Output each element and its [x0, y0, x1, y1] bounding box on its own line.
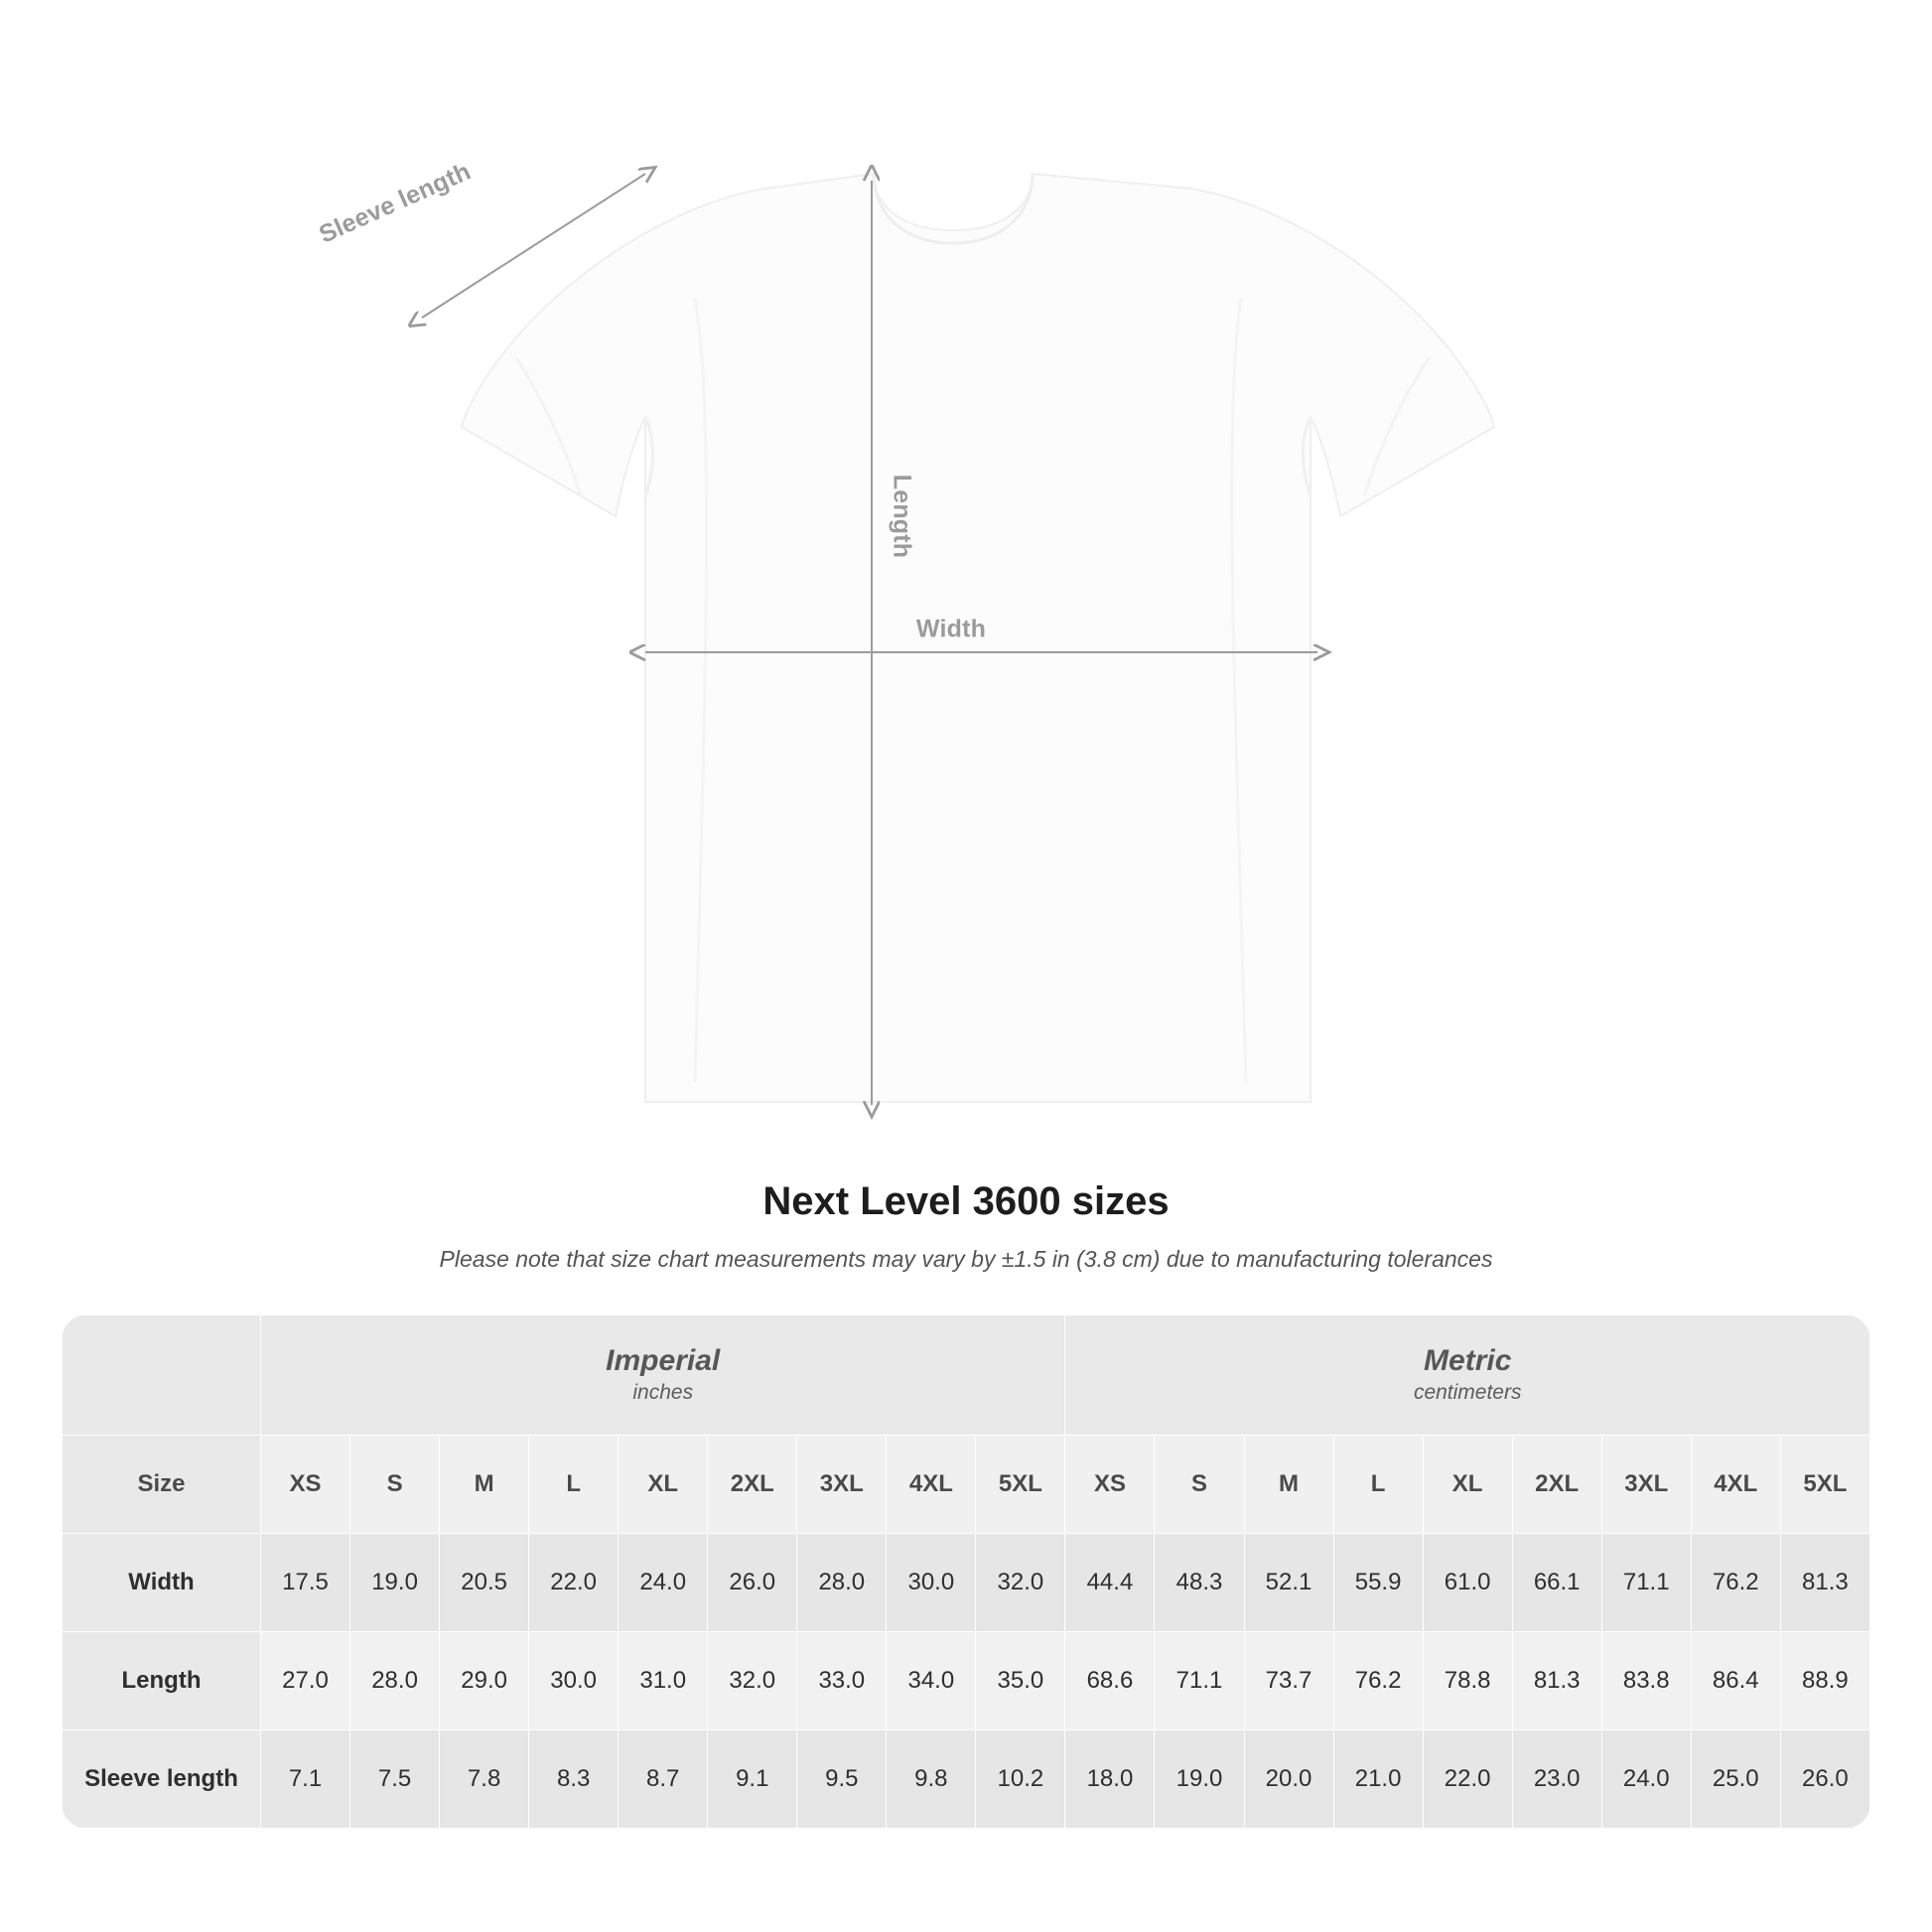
- size-header-cell: 5XL: [1780, 1436, 1869, 1534]
- size-header-cell: S: [1155, 1436, 1244, 1534]
- cell-length-metric: 78.8: [1423, 1632, 1512, 1730]
- cell-length-imperial: 29.0: [440, 1632, 529, 1730]
- metric-sub: centimeters: [1413, 1381, 1522, 1405]
- size-header-cell: 2XL: [708, 1436, 797, 1534]
- unit-header-blank: [63, 1315, 261, 1436]
- row-label-length: Length: [63, 1632, 261, 1730]
- cell-sleeve-metric: 22.0: [1423, 1730, 1512, 1829]
- cell-width-metric: 66.1: [1512, 1534, 1601, 1632]
- cell-length-imperial: 31.0: [619, 1632, 708, 1730]
- unit-header-imperial: [261, 1315, 1065, 1436]
- cell-sleeve-imperial: 7.8: [440, 1730, 529, 1829]
- cell-length-imperial: 30.0: [529, 1632, 619, 1730]
- cell-length-metric: 71.1: [1155, 1632, 1244, 1730]
- cell-width-imperial: 24.0: [619, 1534, 708, 1632]
- cell-sleeve-metric: 26.0: [1780, 1730, 1869, 1829]
- size-header-cell: XS: [1065, 1436, 1155, 1534]
- unit-header-metric: [1065, 1315, 1870, 1436]
- cell-length-metric: 76.2: [1333, 1632, 1423, 1730]
- size-header-cell: 3XL: [1601, 1436, 1691, 1534]
- table-row: [63, 1730, 1870, 1829]
- cell-length-metric: 86.4: [1691, 1632, 1780, 1730]
- size-header-cell: L: [1333, 1436, 1423, 1534]
- cell-sleeve-metric: 18.0: [1065, 1730, 1155, 1829]
- size-header-cell: 4XL: [1691, 1436, 1780, 1534]
- cell-width-imperial: 30.0: [887, 1534, 976, 1632]
- size-table: [62, 1314, 1870, 1829]
- metric-name: Metric: [1424, 1344, 1512, 1378]
- cell-sleeve-metric: 19.0: [1155, 1730, 1244, 1829]
- cell-length-imperial: 27.0: [261, 1632, 350, 1730]
- imperial-sub: inches: [632, 1381, 694, 1405]
- size-header-cell: XS: [261, 1436, 350, 1534]
- cell-sleeve-metric: 20.0: [1244, 1730, 1333, 1829]
- size-header-cell: 3XL: [797, 1436, 887, 1534]
- cell-length-metric: 83.8: [1601, 1632, 1691, 1730]
- cell-width-imperial: 17.5: [261, 1534, 350, 1632]
- cell-sleeve-imperial: 8.3: [529, 1730, 619, 1829]
- cell-length-imperial: 28.0: [350, 1632, 440, 1730]
- cell-width-metric: 81.3: [1780, 1534, 1869, 1632]
- cell-width-imperial: 19.0: [350, 1534, 440, 1632]
- cell-sleeve-imperial: 10.2: [976, 1730, 1065, 1829]
- size-header-cell: 5XL: [976, 1436, 1065, 1534]
- cell-length-imperial: 35.0: [976, 1632, 1065, 1730]
- cell-length-metric: 73.7: [1244, 1632, 1333, 1730]
- size-header-cell: M: [1244, 1436, 1333, 1534]
- row-label-width: Width: [63, 1534, 261, 1632]
- size-header-cell: XL: [619, 1436, 708, 1534]
- size-header-label: Size: [63, 1436, 261, 1534]
- cell-width-imperial: 20.5: [440, 1534, 529, 1632]
- cell-sleeve-metric: 25.0: [1691, 1730, 1780, 1829]
- cell-width-imperial: 28.0: [797, 1534, 887, 1632]
- tolerance-note: Please note that size chart measurements may vary by ±1.5 in (3.8 cm) due to manufacturing tolerances: [439, 1246, 1493, 1272]
- cell-sleeve-metric: 21.0: [1333, 1730, 1423, 1829]
- size-table-wrapper: [62, 1314, 1870, 1829]
- cell-sleeve-metric: 24.0: [1601, 1730, 1691, 1829]
- cell-length-metric: 81.3: [1512, 1632, 1601, 1730]
- unit-header-row: [63, 1315, 1870, 1436]
- sleeve-length-label: Sleeve length: [315, 157, 476, 249]
- cell-width-metric: 52.1: [1244, 1534, 1333, 1632]
- size-header-cell: 4XL: [887, 1436, 976, 1534]
- cell-sleeve-imperial: 9.5: [797, 1730, 887, 1829]
- cell-width-metric: 48.3: [1155, 1534, 1244, 1632]
- width-label: Width: [915, 615, 987, 643]
- cell-width-imperial: 22.0: [529, 1534, 619, 1632]
- imperial-name: Imperial: [606, 1344, 721, 1378]
- length-label: Length: [888, 474, 916, 559]
- cell-sleeve-imperial: 9.1: [708, 1730, 797, 1829]
- size-header-cell: XL: [1423, 1436, 1512, 1534]
- cell-width-imperial: 26.0: [708, 1534, 797, 1632]
- cell-length-imperial: 33.0: [797, 1632, 887, 1730]
- cell-length-imperial: 32.0: [708, 1632, 797, 1730]
- cell-sleeve-imperial: 7.5: [350, 1730, 440, 1829]
- cell-width-metric: 61.0: [1423, 1534, 1512, 1632]
- cell-sleeve-metric: 23.0: [1512, 1730, 1601, 1829]
- size-header-cell: 2XL: [1512, 1436, 1601, 1534]
- cell-sleeve-imperial: 9.8: [887, 1730, 976, 1829]
- cell-width-metric: 55.9: [1333, 1534, 1423, 1632]
- cell-sleeve-imperial: 7.1: [261, 1730, 350, 1829]
- size-header-cell: M: [440, 1436, 529, 1534]
- cell-length-metric: 68.6: [1065, 1632, 1155, 1730]
- row-label-sleeve-length: Sleeve length: [63, 1730, 261, 1829]
- cell-width-metric: 44.4: [1065, 1534, 1155, 1632]
- size-header-row: [63, 1436, 1870, 1534]
- page-title: Next Level 3600 sizes: [762, 1179, 1170, 1223]
- size-header-cell: L: [529, 1436, 619, 1534]
- cell-width-metric: 71.1: [1601, 1534, 1691, 1632]
- cell-sleeve-imperial: 8.7: [619, 1730, 708, 1829]
- size-header-cell: S: [350, 1436, 440, 1534]
- cell-length-imperial: 34.0: [887, 1632, 976, 1730]
- cell-length-metric: 88.9: [1780, 1632, 1869, 1730]
- cell-width-metric: 76.2: [1691, 1534, 1780, 1632]
- table-row: [63, 1632, 1870, 1730]
- cell-width-imperial: 32.0: [976, 1534, 1065, 1632]
- table-row: [63, 1534, 1870, 1632]
